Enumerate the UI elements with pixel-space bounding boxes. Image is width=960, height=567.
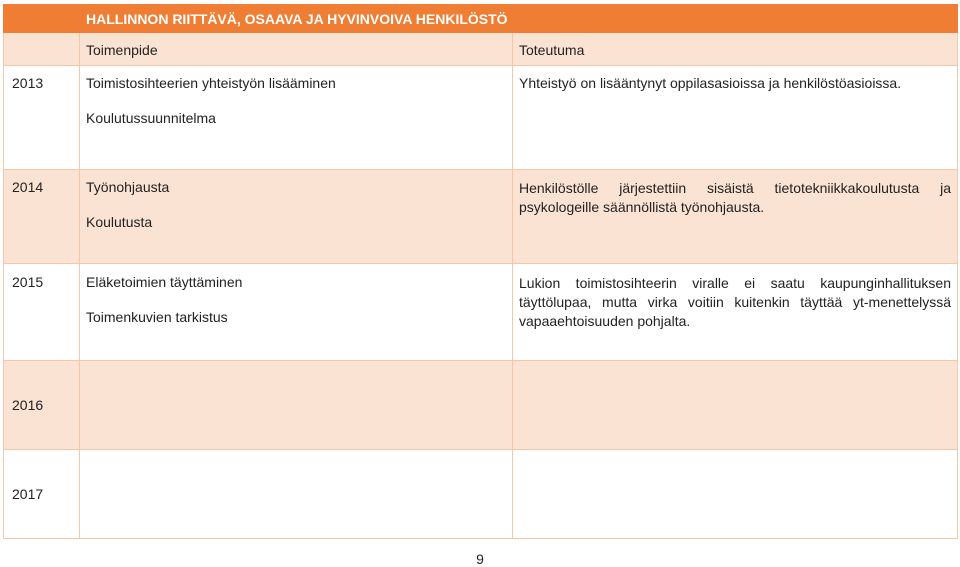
table-title: HALLINNON RIITTÄVÄ, OSAAVA JA HYVINVOIVA HENKILÖSTÖ (80, 5, 958, 33)
development-table (3, 4, 958, 539)
year-cell: 2013 (4, 66, 80, 170)
outcome-text: Henkilöstölle järjestettiin sisäistä tietotekniikkakoulutusta ja psykologeille säännöllistä työnohjausta. (519, 180, 952, 215)
table-row-2016 (4, 361, 958, 450)
outcome-text: Yhteistyö on lisääntynyt oppilasasioissa ja henkilöstöasioissa. (519, 75, 902, 91)
measure-item: Toimistosihteerien yhteistyön lisääminen (86, 75, 336, 91)
title-spacer-cell (4, 5, 80, 33)
measure-cell (80, 170, 513, 264)
page-number: 9 (476, 551, 484, 567)
outcome-cell (513, 264, 958, 361)
measure-cell (80, 361, 513, 450)
measure-cell (80, 66, 513, 170)
measure-item: Eläketoimien täyttäminen (86, 274, 243, 290)
year-cell: 2015 (4, 264, 80, 361)
outcome-header: Toteutuma (513, 33, 958, 66)
year-cell: 2014 (4, 170, 80, 264)
year-cell: 2017 (4, 450, 80, 539)
column-header-row (4, 33, 958, 66)
measure-header: Toimenpide (80, 33, 513, 66)
measure-item: Työnohjausta (86, 179, 170, 195)
outcome-cell (513, 66, 958, 170)
measure-item: Koulutussuunnitelma (86, 110, 216, 126)
year-header-cell (4, 33, 80, 66)
measure-cell (80, 264, 513, 361)
title-row (4, 5, 958, 33)
outcome-cell (513, 361, 958, 450)
outcome-cell (513, 450, 958, 539)
measure-cell (80, 450, 513, 539)
table-row-2015 (4, 264, 958, 361)
year-cell: 2016 (4, 361, 80, 450)
outcome-text: Lukion toimistosihteerin viralle ei saatu kaupunginhallituksen täyttölupaa, mutta virka voitiin kuitenkin täyttää yt-menettelyssä vapaaehtoisuuden pohjalta. (519, 275, 952, 329)
outcome-cell (513, 170, 958, 264)
measure-item: Koulutusta (86, 214, 153, 230)
table-row-2014 (4, 170, 958, 264)
table-row-2017 (4, 450, 958, 539)
table-row-2013 (4, 66, 958, 170)
measure-item: Toimenkuvien tarkistus (86, 309, 228, 325)
